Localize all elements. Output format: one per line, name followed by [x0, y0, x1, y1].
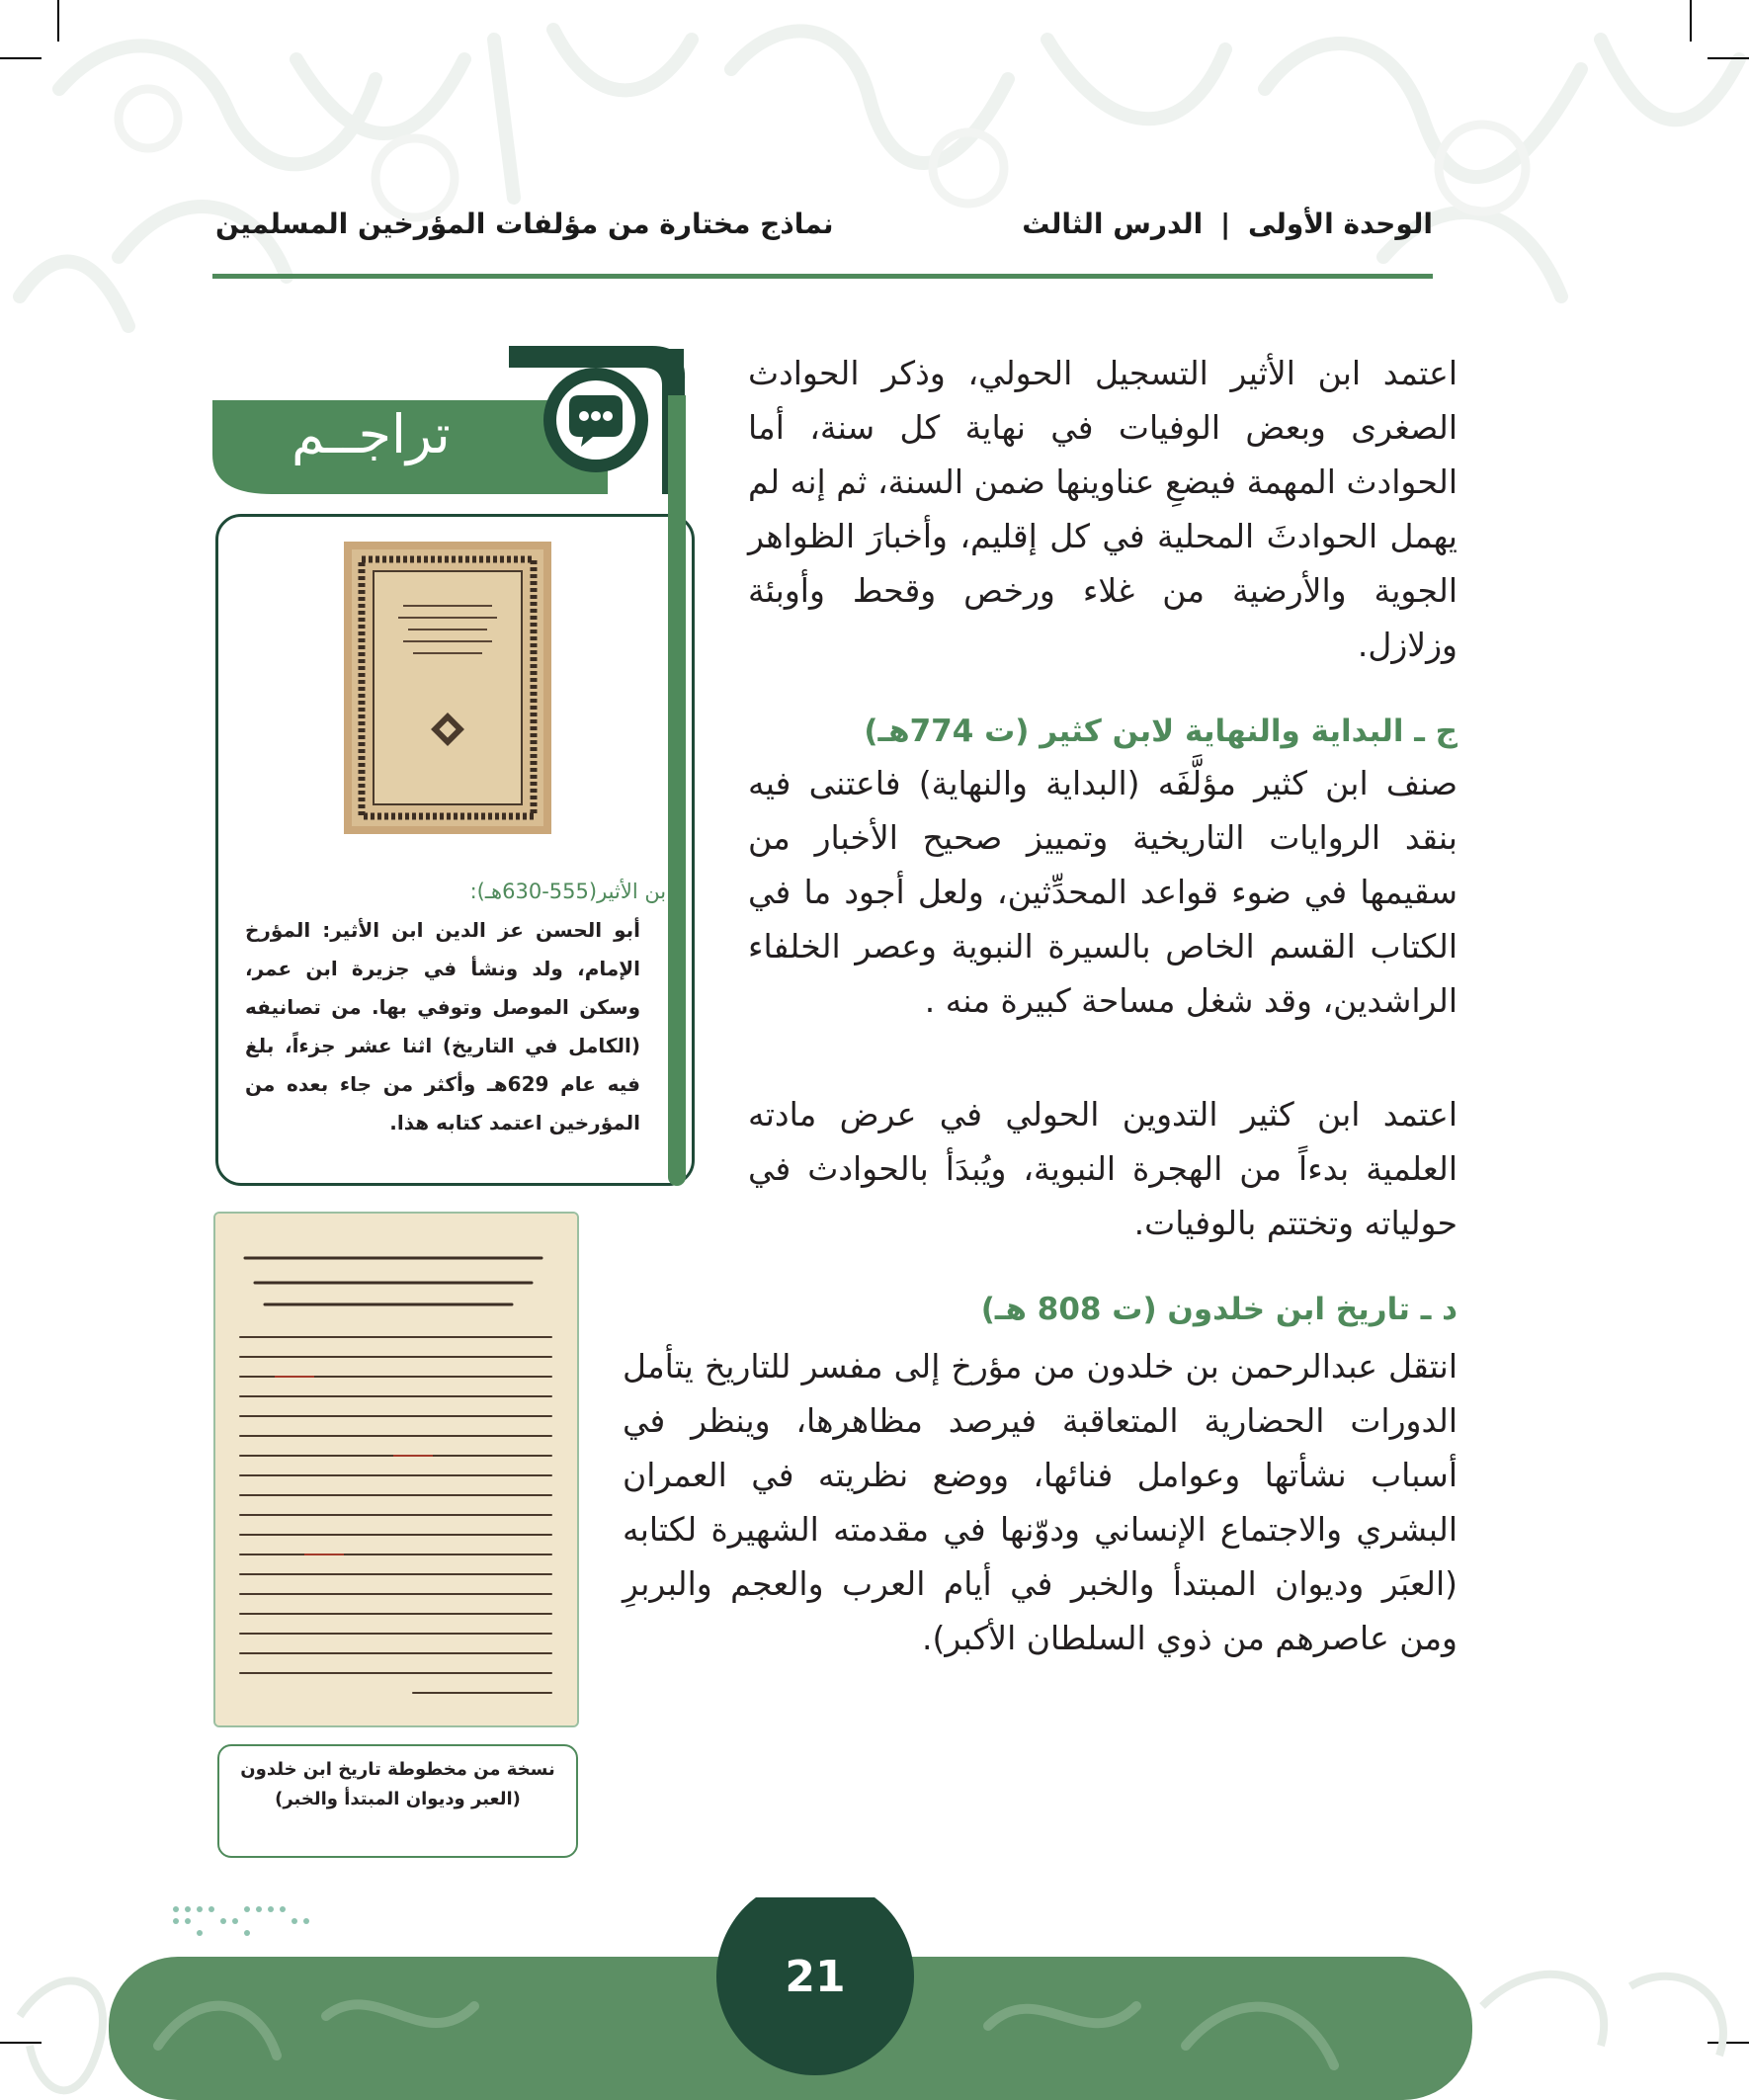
biography-text: أبو الحسن عز الدين ابن الأثير: المؤرخ الإمام، ولد ونشأ في جزيرة ابن عمر، وسكن الموصل وتوفي بها. من تصانيفه (الكامل في التاريخ) اثنا عشر جزءاً، بلغ فيه عام 629هـ وأكثر من جاء بعده من المؤرخين اعتمد كتابه هذا.: [245, 918, 640, 1134]
crop-mark: [57, 0, 59, 42]
manuscript-page: [215, 1214, 577, 1725]
biographies-tab-label: تراجــم: [292, 403, 451, 465]
header-unit: الوحدة الأولى: [1248, 208, 1433, 240]
paragraph-ibn-kathir: صنف ابن كثير مؤلَّفَه (البداية والنهاية) فاعتنى فيه بنقد الروايات التاريخية وتمييز صحيح الأخبار من سقيمها في ضوء قواعد المحدِّثين، ولعل أجود ما في الكتاب القسم الخاص بالسيرة النبوية وعصر الخلفاء الراشدين، وقد شغل مساحة كبيرة منه .: [748, 764, 1458, 1020]
paragraph-ibn-kathir-method: اعتمد ابن كثير التدوين الحولي في عرض مادته العلمية بدءاً من الهجرة النبوية، ويُبدَأ بالحوادث في حولياته وتختتم بالوفيات.: [748, 1095, 1458, 1242]
crop-mark: [1690, 0, 1692, 42]
heading-bidaya-nihaya: ج ـ البداية والنهاية لابن كثير (ت 774هـ): [864, 714, 1458, 749]
footer-band: [0, 1897, 1749, 2100]
heading-ibn-khaldun: د ـ تاريخ ابن خلدون (ت 808 هـ): [980, 1292, 1458, 1327]
header-lesson: الدرس الثالث: [1022, 208, 1204, 240]
chat-bubble-icon: [541, 366, 650, 474]
ibn-khaldun-manuscript-image: [213, 1212, 579, 1727]
manuscript-cover-image: [344, 542, 551, 834]
header-separator: |: [1220, 208, 1231, 240]
paragraph-ibn-athir: اعتمد ابن الأثير التسجيل الحولي، وذكر الحوادث الصغرى وبعض الوفيات في نهاية كل سنة، أما الحوادث المهمة فيضعِ عناوينها ضمن السنة، ثم إنه لم يهمل الحوادثَ المحلية في كل إقليم، وأخبارَ الظواهر الجوية والأرضية من غلاء ورخص وقحط وأوبئة وزلازل.: [748, 354, 1458, 664]
header-topic: نماذج مختارة من مؤلفات المؤرخين المسلمين: [215, 208, 834, 240]
crop-mark: [1707, 57, 1749, 59]
header-unit-lesson: [1022, 208, 1433, 240]
header-divider: [212, 274, 1433, 279]
sidebar-accent-strip: [668, 395, 686, 1186]
manuscript-caption: نسخة من مخطوطة تاريخ ابن خلدون (العبر وديوان المبتدأ والخبر): [240, 1759, 555, 1809]
crop-mark: [0, 57, 42, 59]
biography-title: ابن الأثير(555-630هـ):: [469, 880, 672, 903]
page-number: 21: [785, 1952, 846, 2002]
paragraph-ibn-khaldun: انتقل عبدالرحمن بن خلدون من مؤرخ إلى مفسر للتاريخ يتأمل الدورات الحضارية المتعاقبة فيرصد مظاهرها، وينظر في أسباب نشأتها وعوامل فنائها، ووضع نظريته في العمران البشري والاجتماع الإنساني ودوّنها في مقدمته الشهيرة لكتابه (العبَر وديوان المبتدأ والخبر في أيام العرب والعجم والبربرِ ومن عاصرهم من ذوي السلطان الأكبر).: [623, 1347, 1458, 1657]
